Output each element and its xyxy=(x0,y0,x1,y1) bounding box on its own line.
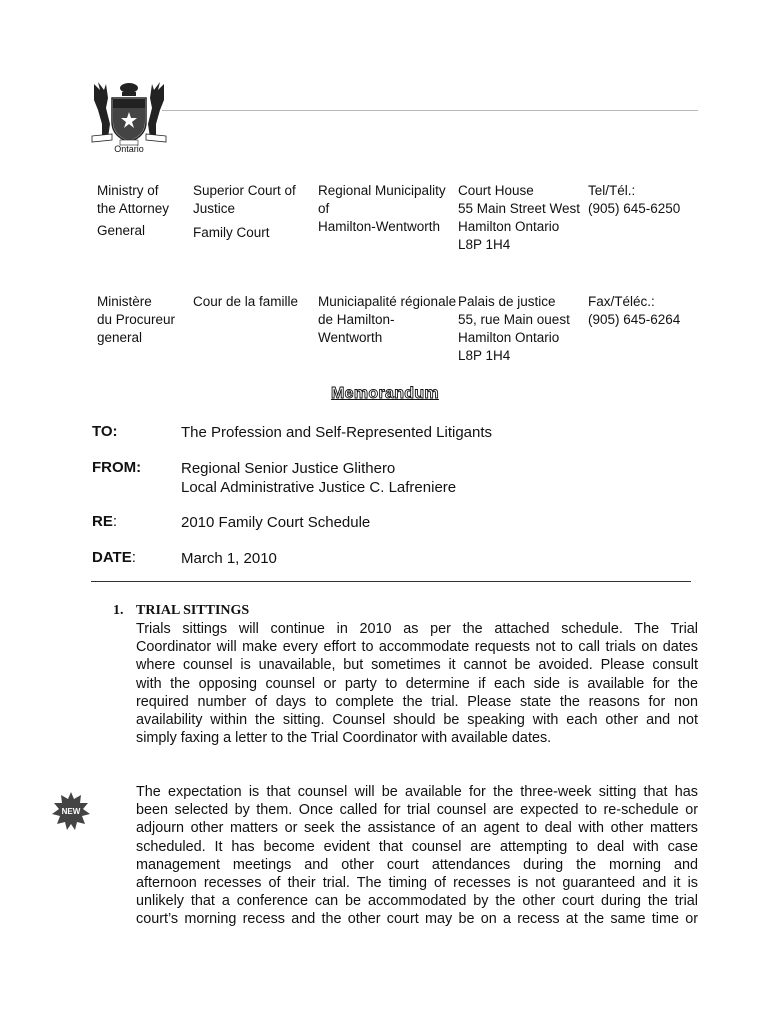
para2-line: been selected by them. Once called for trial counsel are expected to re-schedule or xyxy=(136,802,698,819)
memo-date-colon: : xyxy=(131,549,136,566)
para1-line: Trials sittings will continue in 2010 as per the attached schedule. The Trial xyxy=(136,621,698,637)
ministry-en-line: Ministry of xyxy=(97,183,159,198)
memo-re-label xyxy=(92,513,117,530)
court-en-line: Justice xyxy=(193,201,236,216)
phone-en-line: (905) 645-6250 xyxy=(588,201,681,216)
address-en-line: L8P 1H4 xyxy=(458,237,511,252)
ministry-en-line: General xyxy=(97,223,146,238)
phone-en xyxy=(588,182,680,218)
ministry-fr-line: general xyxy=(97,330,143,345)
memo-from-line: Local Administrative Justice C. Lafreniere xyxy=(181,479,457,496)
paragraph-1 xyxy=(136,620,698,747)
address-fr-line: Palais de justice xyxy=(458,294,556,309)
para1-line: Coordinator will make every effort to accommodate requests not to call trials on dates xyxy=(136,639,698,656)
para1-line: simply faxing a letter to the Trial Coordinator with available dates. xyxy=(136,730,552,747)
memo-date-label xyxy=(92,549,136,566)
para1-line: with the opposing counsel or party to determine if each side is available for the xyxy=(136,675,698,692)
new-badge-label: NEW xyxy=(61,807,81,816)
ministry-fr-line: Ministère xyxy=(97,294,152,309)
memo-rule xyxy=(91,581,691,582)
court-fr-line: Cour de la famille xyxy=(193,294,299,309)
court-fr xyxy=(193,293,298,311)
para2-line: court’s morning recess and the other court may be on a recess at the same time or xyxy=(136,911,698,928)
para1-line: required number of days to complete the trial. Please state the reasons for non xyxy=(136,693,698,710)
logo-caption: Ontario xyxy=(114,144,144,154)
address-en-line: Court House xyxy=(458,183,534,198)
memo-to-label: TO: xyxy=(92,423,118,440)
para1-line: where counsel is unavailable, but sometimes it cannot be avoided. Please consult xyxy=(136,657,698,674)
paragraph-2 xyxy=(136,783,698,929)
court-en-line: Family Court xyxy=(193,225,270,240)
section-title: TRIAL SITTINGS xyxy=(136,603,250,618)
memo-to-value: The Profession and Self-Represented Litigants xyxy=(181,424,493,441)
region-fr-line: Municiapalité régionale xyxy=(318,294,457,309)
para2-line: The expectation is that counsel will be available for the three-week sitting that has xyxy=(136,784,698,800)
memo-date-value: March 1, 2010 xyxy=(181,550,277,567)
memo-from-line: Regional Senior Justice Glithero xyxy=(181,460,396,477)
ministry-en-line: the Attorney xyxy=(97,201,170,216)
ministry-en xyxy=(97,182,169,240)
ministry-fr xyxy=(97,293,175,347)
phone-en-line: Tel/Tél.: xyxy=(588,183,636,198)
address-fr-line: L8P 1H4 xyxy=(458,348,511,363)
address-en xyxy=(458,182,580,254)
address-en-line: Hamilton Ontario xyxy=(458,219,560,234)
region-en-line: of xyxy=(318,201,330,216)
address-fr-line: Hamilton Ontario xyxy=(458,330,560,345)
phone-fr-line: Fax/Téléc.: xyxy=(588,294,655,309)
header-rule xyxy=(162,110,698,111)
new-badge-icon xyxy=(52,792,90,830)
para2-line: afternoon recesses of their trial. The timing of recesses is not guaranteed and it is xyxy=(136,875,698,892)
address-fr-line: 55, rue Main ouest xyxy=(458,312,570,327)
phone-fr xyxy=(588,293,680,329)
para2-line: unlikely that a conference can be accommodated by the other court during the trial xyxy=(136,893,698,910)
para2-line: management meetings and other court attendances during the morning and xyxy=(136,856,698,873)
memo-re-colon: : xyxy=(112,513,118,530)
address-fr xyxy=(458,293,570,365)
para1-line: availability within the sitting. Counsel should be speaking with each other and not xyxy=(136,712,698,729)
memo-from-value xyxy=(181,459,456,497)
memo-re-value: 2010 Family Court Schedule xyxy=(181,514,371,531)
region-en-line: Regional Municipality xyxy=(318,183,446,198)
para2-line: scheduled. It has become evident that counsel are attempting to deal with case xyxy=(136,838,698,855)
region-fr-line: de Hamilton- xyxy=(318,312,395,327)
court-en-word: Superior Court of xyxy=(193,183,296,198)
phone-fr-line: (905) 645-6264 xyxy=(588,312,681,327)
region-fr xyxy=(318,293,457,347)
address-en-line: 55 Main Street West xyxy=(458,201,581,216)
memo-date-label-text: DATE xyxy=(92,549,132,566)
ministry-fr-line: du Procureur xyxy=(97,312,176,327)
memo-re-label-text: RE xyxy=(92,513,113,530)
region-fr-line: Wentworth xyxy=(318,330,383,345)
section-number: 1. xyxy=(113,603,124,618)
court-en xyxy=(193,182,304,242)
memo-from-label: FROM: xyxy=(92,459,142,476)
region-en xyxy=(318,182,444,236)
region-en-line: Hamilton-Wentworth xyxy=(318,219,441,234)
para2-line: adjourn other matters or seek the assistance of an agent to deal with other matters xyxy=(136,820,698,837)
memo-title: Memorandum xyxy=(331,385,439,402)
court-en-line-1 xyxy=(193,182,304,200)
